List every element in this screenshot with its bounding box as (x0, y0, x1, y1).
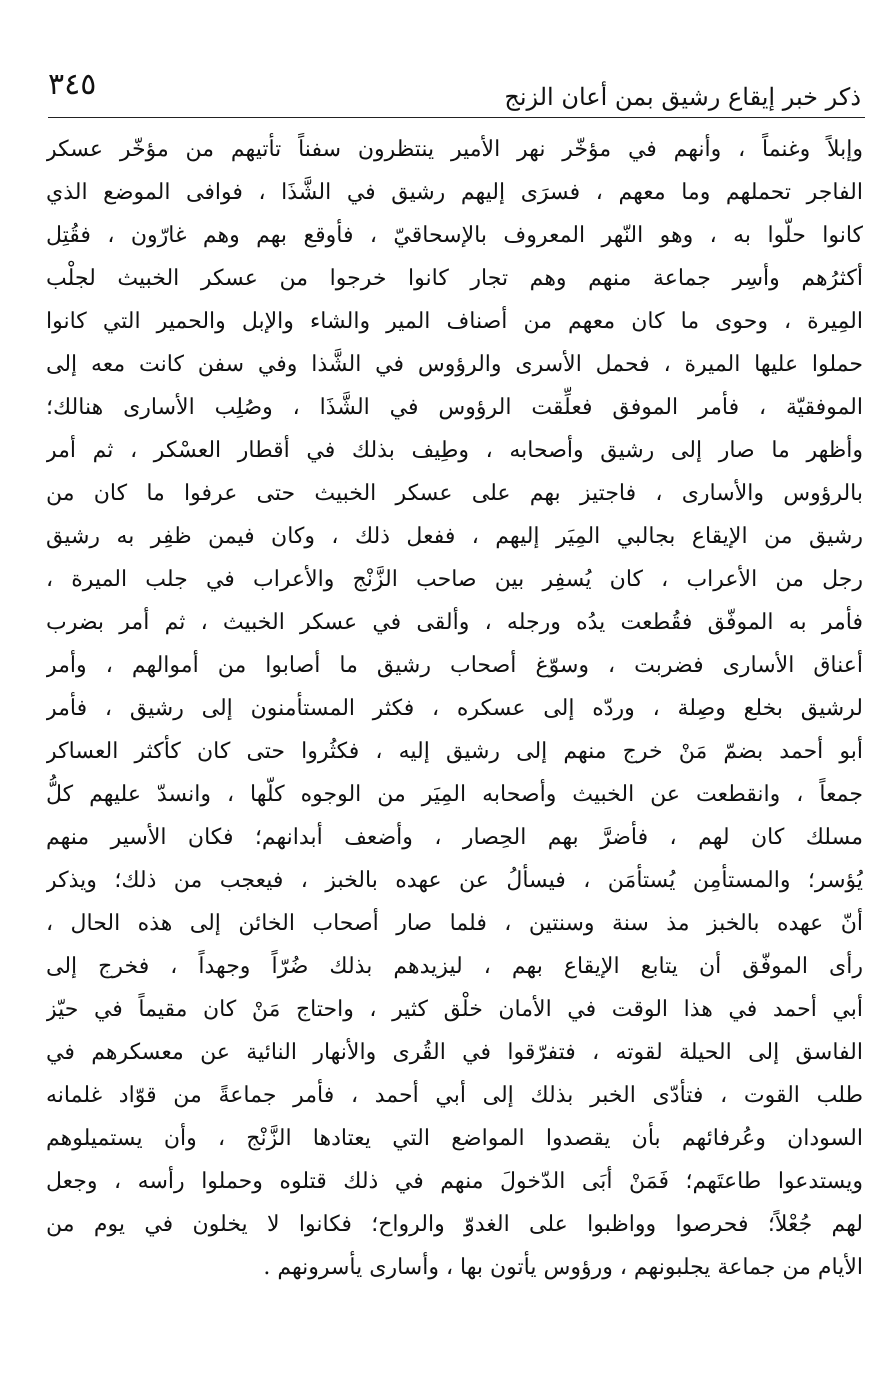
text-line: أعناق الأسارى فضربت ، وسوّغ أصحاب رشيق ما أصابوا من أموالهم ، وأمر (46, 653, 863, 678)
text-line: فأمر به الموفّق فقُطعت يدُه ورجله ، وألقى في عسكر الخبيث ، ثم أمر بضرب (46, 610, 863, 635)
text-line: أبو أحمد بضمّ مَنْ خرج منهم إلى رشيق إليه ، فكثُروا حتى كان كأكثر العساكر (46, 739, 863, 764)
running-title: ذكر خبر إيقاع رشيق بمن أعان الزنج (504, 83, 861, 111)
text-line: الموفقيّة ، فأمر الموفق فعلِّقت الرؤوس في الشَّذَا ، وصُلِب الأسارى هنالك؛ (46, 395, 863, 420)
text-line: أنّ عهده بالخبز مذ سنة وسنتين ، فلما صار أصحاب الخائن إلى هذه الحال ، (46, 911, 863, 936)
text-line: الفاسق إلى الحيلة لقوته ، فتفرّقوا في القُرى والأنهار النائية عن معسكرهم في (46, 1040, 863, 1065)
text-line: بالرؤوس والأسارى ، فاجتيز بهم على عسكر الخبيث حتى عرفوا ما كان من (46, 481, 863, 506)
text-line: الأيام من جماعة يجلبونهم ، ورؤوس يأتون بها ، وأسارى يأسرونهم . (263, 1255, 863, 1280)
text-line: جمعاً ، وانقطعت عن الخبيث وأصحابه المِيَر من الوجوه كلّها ، وانسدّ عليهم كلُّ (46, 782, 863, 807)
text-line: لرشيق بخلع وصِلة ، وردّه إلى عسكره ، فكثر المستأمنون إلى رشيق ، فأمر (46, 696, 863, 721)
text-line: طلب القوت ، فتأدّى الخبر بذلك إلى أبي أحمد ، فأمر جماعةً من قوّاد غلمانه (46, 1083, 863, 1108)
header-rule (48, 117, 865, 118)
text-line: حملوا عليها الميرة ، فحمل الأسرى والرؤوس في الشَّذا وفي سفن كانت معه إلى (46, 352, 863, 377)
text-line: رشيق من الإيقاع بجالبي المِيَر إليهم ، ففعل ذلك ، وكان فيمن ظفِر به رشيق (46, 524, 863, 549)
text-line: أبي أحمد في هذا الوقت في الأمان خلْق كثير ، واحتاج مَنْ كان مقيماً في حيّز (46, 997, 863, 1022)
text-line: المِيرة ، وحوى ما كان معهم من أصناف المير والشاء والإبل والحمير التي كانوا (46, 309, 863, 334)
text-line: رأى الموفّق أن يتابع الإيقاع بهم ، ليزيدهم بذلك ضُرّاً وجهداً ، فخرج إلى (46, 954, 863, 979)
text-line: السودان وعُرفائهم بأن يقصدوا المواضع التي يعتادها الزَّنْج ، وأن يستميلوهم (46, 1126, 863, 1151)
text-line: لهم جُعْلاً؛ فحرصوا وواظبوا على الغدوّ والرواح؛ فكانوا لا يخلون في يوم من (46, 1212, 863, 1237)
text-line: الفاجر تحملهم وما معهم ، فسرَى إليهم رشيق في الشَّذَا ، فوافى الموضع الذي (46, 180, 863, 205)
text-line: وأظهر ما صار إلى رشيق وأصحابه ، وطِيف بذلك في أقطار العسْكر ، ثم أمر (46, 438, 863, 463)
text-line: رجل من الأعراب ، كان يُسفِر بين صاحب الزَّنْج والأعراب في جلب الميرة ، (46, 567, 863, 592)
page-number: ٣٤٥ (48, 67, 97, 102)
text-line: كانوا حلّوا به ، وهو النّهر المعروف بالإسحاقيّ ، فأوقع بهم وهم غارّون ، فقُتِل (46, 223, 863, 248)
page-header (48, 66, 861, 112)
text-line: يُؤسر؛ والمستأمِن يُستأمَن ، فيسألُ عن عهده بالخبز ، فيعجب من ذلك؛ ويذكر (46, 868, 863, 893)
text-line: وإبلاً وغنماً ، وأنهم في مؤخّر نهر الأمير ينتظرون سفناً تأتيهم من مؤخّر عسكر (46, 137, 863, 162)
body-text (46, 128, 863, 1289)
text-line: مسلك كان لهم ، فأضرَّ بهم الحِصار ، وأضعف أبدانهم؛ فكان الأسير منهم (46, 825, 863, 850)
text-line: أكثرُهم وأسِر جماعة منهم وهم تجار كانوا خرجوا من عسكر الخبيث لجلْب (46, 266, 863, 291)
text-line: ويستدعوا طاعتَهم؛ فَمَنْ أبَى الدّخولَ منهم في ذلك قتلوه وحملوا رأسه ، وجعل (46, 1169, 863, 1194)
